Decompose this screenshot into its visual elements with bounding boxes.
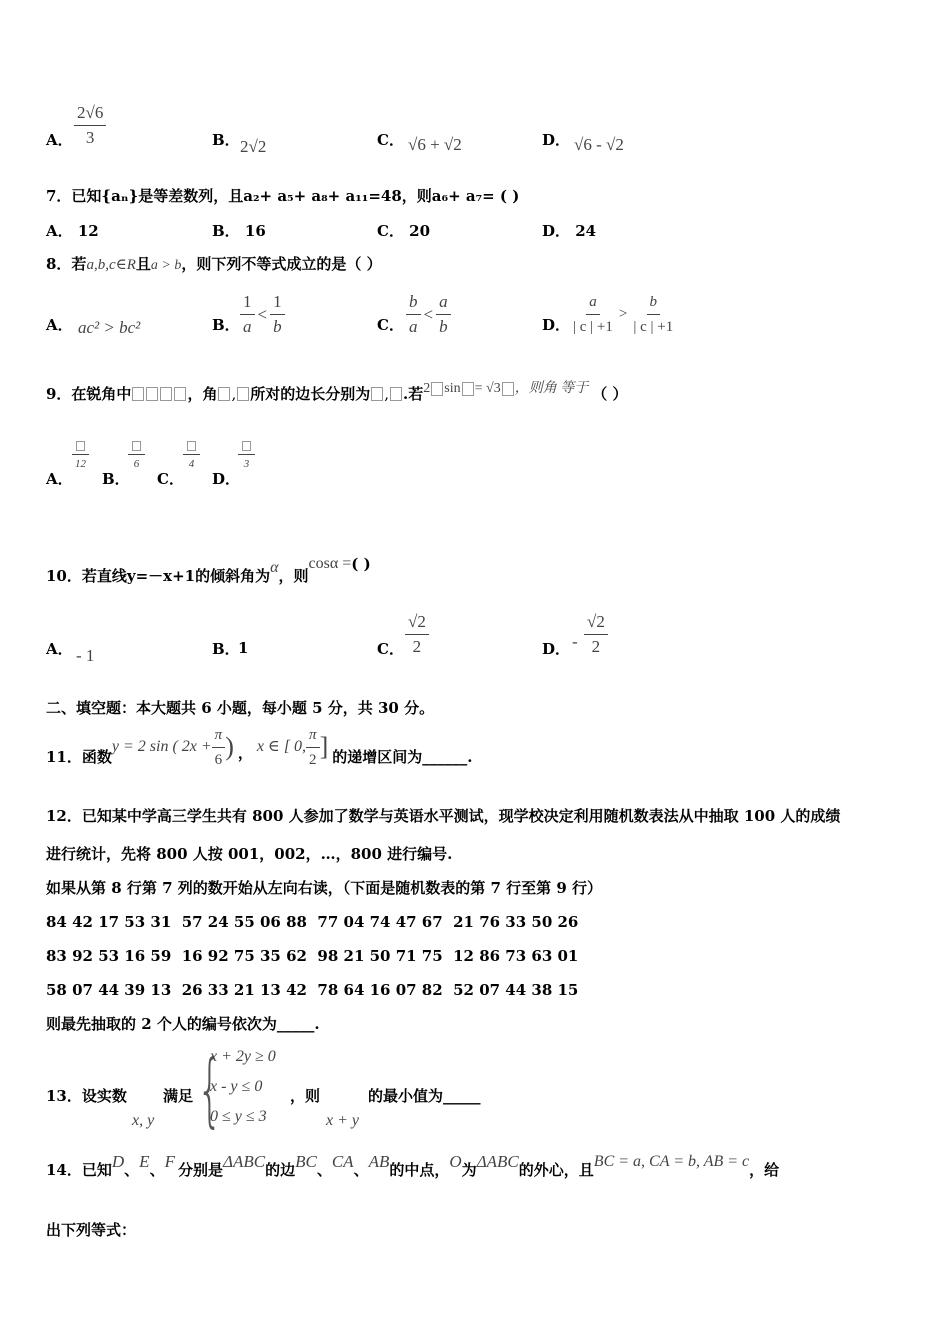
q8-label-d: D． bbox=[542, 316, 571, 334]
q10-label-c: C． bbox=[377, 640, 404, 658]
q11-pi-den: 6 bbox=[214, 751, 223, 768]
q11-pi-num: π bbox=[212, 725, 226, 748]
q10-stem-mid: ，则 bbox=[278, 567, 309, 585]
q14-CA: CA bbox=[331, 1152, 354, 1171]
q13-constraint-1: x + 2y ≥ 0 bbox=[210, 1048, 276, 1065]
section-2-heading: 二、填空题：本大题共 6 小题，每小题 5 分，共 30 分。 bbox=[46, 699, 435, 717]
q14-line2: 出下列等式： bbox=[46, 1221, 137, 1239]
left-brace-icon: { bbox=[197, 1043, 223, 1136]
placeholder-glyph-icon bbox=[146, 387, 158, 401]
q14-sides: BC = a, CA = b, AB = c bbox=[593, 1153, 750, 1170]
q9-label-a: A． bbox=[46, 470, 73, 488]
q6-label-c: C． bbox=[377, 131, 404, 149]
q8-b-op: < bbox=[257, 304, 268, 324]
q8-b-lhs-den: a bbox=[243, 317, 252, 336]
q9-formula-tail: ，则角 等于 bbox=[514, 381, 589, 396]
q9-stem-d: .若 bbox=[403, 385, 424, 403]
q14-sep-4: 、 bbox=[353, 1161, 369, 1179]
q14-sep-2: 、 bbox=[149, 1161, 165, 1179]
q8-d-rhs-num: b bbox=[647, 292, 661, 315]
q9-option-c bbox=[183, 440, 200, 471]
placeholder-glyph-icon bbox=[502, 382, 514, 396]
q10-label-a: A． bbox=[46, 640, 73, 658]
q10-option-c bbox=[405, 612, 429, 657]
q8-d-lhs-num: a bbox=[586, 292, 600, 315]
q9-formula-1: 2 bbox=[423, 381, 431, 396]
q6-option-a bbox=[74, 103, 106, 148]
q8-b-lhs-num: 1 bbox=[240, 292, 255, 315]
q8-stem-cond: a > b bbox=[150, 258, 182, 273]
placeholder-glyph-icon bbox=[76, 441, 85, 451]
q11-func: y = 2 sin ( 2x + bbox=[111, 738, 212, 755]
q14-O: O bbox=[449, 1152, 462, 1171]
q14-tri-2: ΔABC bbox=[476, 1152, 519, 1171]
q14-prefix: 14．已知 bbox=[46, 1161, 112, 1179]
q11-prefix: 11．函数 bbox=[46, 748, 112, 766]
q6-label-d: D． bbox=[542, 131, 571, 149]
q8-d-op: > bbox=[618, 306, 628, 322]
q10-option-a: - 1 bbox=[76, 646, 95, 665]
placeholder-glyph-icon bbox=[218, 387, 230, 401]
q13-vars: x, y bbox=[132, 1112, 155, 1129]
q14-mid2: 的边 bbox=[265, 1161, 296, 1179]
placeholder-glyph-icon bbox=[174, 387, 186, 401]
q8-label-c: C． bbox=[377, 316, 404, 334]
q14-E: E bbox=[139, 1152, 150, 1171]
q10-d-sign: - bbox=[572, 632, 578, 651]
q13-stem bbox=[0, 1044, 950, 1136]
q13-prefix: 13．设实数 bbox=[46, 1087, 127, 1105]
q11-close: ) bbox=[225, 732, 234, 761]
q8-label-a: A． bbox=[46, 316, 73, 334]
q13-satisfy: 满足 bbox=[163, 1087, 194, 1105]
q14-AB: AB bbox=[368, 1152, 390, 1171]
q11-domain: x ∈ [ 0, bbox=[256, 738, 307, 755]
q14-D: D bbox=[111, 1152, 125, 1171]
q12-row7: 84 42 17 53 31 57 24 55 06 88 77 04 74 47 67 21 76 33 50 26 bbox=[46, 913, 579, 931]
placeholder-glyph-icon bbox=[187, 441, 196, 451]
q9-stem-a: 9．在锐角中 bbox=[46, 385, 132, 403]
q7-option-d: D． 24 bbox=[542, 222, 597, 240]
q8-b-rhs-num: 1 bbox=[270, 292, 285, 315]
q9-b-den: 6 bbox=[133, 458, 140, 470]
q12-row9: 58 07 44 39 13 26 33 21 13 42 78 64 16 07 82 52 07 44 38 15 bbox=[46, 981, 579, 999]
q9-stem-b: ，角 bbox=[187, 385, 218, 403]
q10-option-b: 1 bbox=[238, 639, 249, 657]
q9-stem-c: 所对的边长分别为 bbox=[250, 385, 371, 403]
q8-option-d bbox=[570, 292, 676, 337]
q11-domain-close: ] bbox=[319, 732, 329, 761]
q10-c-den: 2 bbox=[412, 637, 422, 656]
q8-stem-suffix: ，则下列不等式成立的是（ ） bbox=[181, 255, 382, 273]
q11-domain-pi-den: 2 bbox=[309, 751, 317, 768]
q7-option-c: C． 20 bbox=[377, 222, 431, 240]
q8-option-b bbox=[240, 292, 285, 337]
placeholder-glyph-icon bbox=[390, 387, 402, 401]
q12-line4: 则最先抽取的 2 个人的编号依次为_____. bbox=[46, 1015, 320, 1033]
q10-options bbox=[0, 610, 950, 670]
q11-sep: ， bbox=[237, 744, 253, 762]
q11-domain-frac bbox=[306, 725, 320, 770]
q8-c-rhs-den: b bbox=[439, 317, 448, 336]
q9-d-den: 3 bbox=[243, 458, 250, 470]
q11-suffix: 的递增区间为______. bbox=[332, 748, 473, 766]
q9-option-d bbox=[238, 440, 255, 471]
q9-label-d: D． bbox=[212, 470, 241, 488]
q8-b-rhs-den: b bbox=[273, 317, 282, 336]
q10-label-b: B． bbox=[212, 640, 240, 658]
q12-line3: 如果从第 8 行第 7 列的数开始从左向右读，（下面是随机数表的第 7 行至第 9 行） bbox=[46, 879, 603, 897]
q6-option-b: 2√2 bbox=[240, 137, 267, 156]
q6-options bbox=[0, 95, 950, 165]
q14-F: F bbox=[164, 1152, 175, 1171]
q14-mid6: ，给 bbox=[749, 1161, 780, 1179]
q7-stem: 7．已知{aₙ}是等差数列，且a₂+ a₅+ a₈+ a₁₁=48，则a₆+ a₇= ( ) bbox=[46, 187, 520, 205]
placeholder-glyph-icon bbox=[132, 441, 141, 451]
q8-c-lhs-den: a bbox=[409, 317, 418, 336]
q10-stem-text: 10．若直线y=－x+1的倾斜角为 bbox=[46, 567, 271, 585]
q10-stem bbox=[46, 556, 371, 596]
q9-c-den: 4 bbox=[188, 458, 195, 470]
q14-mid4: 为 bbox=[461, 1161, 477, 1179]
q8-options bbox=[0, 290, 950, 346]
placeholder-glyph-icon bbox=[160, 387, 172, 401]
q13-suffix: 的最小值为_____ bbox=[368, 1087, 481, 1105]
q10-c-num: √2 bbox=[405, 612, 429, 635]
q9-label-c: C． bbox=[157, 470, 184, 488]
q13-constraint-3: 0 ≤ y ≤ 3 bbox=[210, 1108, 267, 1125]
q9-formula bbox=[423, 379, 588, 399]
q8-stem bbox=[46, 254, 382, 276]
q13-constraint-2: x - y ≤ 0 bbox=[210, 1078, 263, 1095]
q12-line2: 进行统计，先将 800 人按 001，002，…，800 进行编号. bbox=[46, 845, 453, 863]
q10-stem-end: ( ) bbox=[351, 555, 371, 573]
q7-option-a: A． 12 bbox=[46, 222, 99, 240]
q14-tri-1: ΔABC bbox=[222, 1152, 266, 1171]
q14-sep-3: 、 bbox=[316, 1161, 332, 1179]
q13-objective: x + y bbox=[326, 1112, 359, 1129]
placeholder-glyph-icon bbox=[462, 382, 474, 396]
q6-a-numerator: 2√6 bbox=[74, 103, 106, 126]
placeholder-glyph-icon bbox=[132, 387, 144, 401]
q6-a-denominator: 3 bbox=[85, 128, 95, 147]
q9-options bbox=[0, 438, 950, 488]
q14-mid1: 分别是 bbox=[177, 1161, 223, 1179]
q9-a-den: 12 bbox=[75, 458, 86, 470]
q6-option-c: √6 + √2 bbox=[408, 135, 462, 154]
q14-mid3: 的中点， bbox=[389, 1161, 450, 1179]
q8-stem-mid: 且 bbox=[135, 255, 151, 273]
q8-c-lhs-num: b bbox=[406, 292, 421, 315]
q8-c-rhs-num: a bbox=[436, 292, 451, 315]
q14-mid5: 的外心，且 bbox=[518, 1161, 594, 1179]
q11-domain-pi-num: π bbox=[306, 725, 320, 748]
q10-label-d: D． bbox=[542, 640, 571, 658]
q8-option-c bbox=[406, 292, 451, 337]
q8-d-lhs-den: | c | +1 bbox=[573, 319, 613, 335]
q8-stem-prefix: 8．若 bbox=[46, 255, 87, 273]
q6-label-a: A． bbox=[46, 131, 73, 149]
q10-option-d bbox=[584, 612, 608, 657]
q8-d-rhs-den: | c | +1 bbox=[633, 319, 674, 335]
q9-option-a bbox=[72, 440, 89, 471]
q8-label-b: B． bbox=[212, 316, 240, 334]
q9-formula-eq: = √3 bbox=[474, 381, 501, 396]
q6-option-d: √6 - √2 bbox=[574, 135, 624, 154]
q9-stem: 9．在锐角中 ，角 , 所对的边长分别为 , .若 2 sin = √3 ，则角 等于 （ ） bbox=[46, 381, 628, 403]
q7-option-b: B． 16 bbox=[212, 222, 266, 240]
placeholder-glyph-icon bbox=[242, 441, 251, 451]
q9-stem-end: （ ） bbox=[592, 385, 628, 403]
q14-stem bbox=[46, 1152, 780, 1180]
q8-stem-vars: a,b,c∈R bbox=[86, 257, 136, 273]
q11-stem bbox=[46, 722, 472, 772]
q10-alpha: α bbox=[270, 559, 279, 576]
q9-option-b bbox=[128, 440, 145, 471]
placeholder-glyph-icon bbox=[431, 382, 443, 396]
q13-then: ，则 bbox=[290, 1087, 321, 1105]
q14-sep-1: 、 bbox=[124, 1161, 140, 1179]
q14-BC: BC bbox=[295, 1152, 317, 1171]
q11-pi-frac bbox=[212, 725, 226, 770]
q12-row8: 83 92 53 16 59 16 92 75 35 62 98 21 50 71 75 12 86 73 63 01 bbox=[46, 947, 579, 965]
q10-d-num: √2 bbox=[584, 612, 608, 635]
q12-line1: 12．已知某中学高三学生共有 800 人参加了数学与英语水平测试，现学校决定利用随机数表法从中抽取 100 人的成绩 bbox=[46, 807, 841, 825]
q8-c-op: < bbox=[423, 304, 434, 324]
q6-label-b: B． bbox=[212, 131, 240, 149]
placeholder-glyph-icon bbox=[371, 387, 383, 401]
placeholder-glyph-icon bbox=[237, 387, 249, 401]
q8-option-a: ac² > bc² bbox=[78, 318, 141, 337]
q9-formula-sin: sin bbox=[444, 381, 461, 396]
q10-d-den: 2 bbox=[591, 637, 601, 656]
q10-cos: cosα = bbox=[308, 555, 352, 572]
q9-label-b: B． bbox=[102, 470, 130, 488]
